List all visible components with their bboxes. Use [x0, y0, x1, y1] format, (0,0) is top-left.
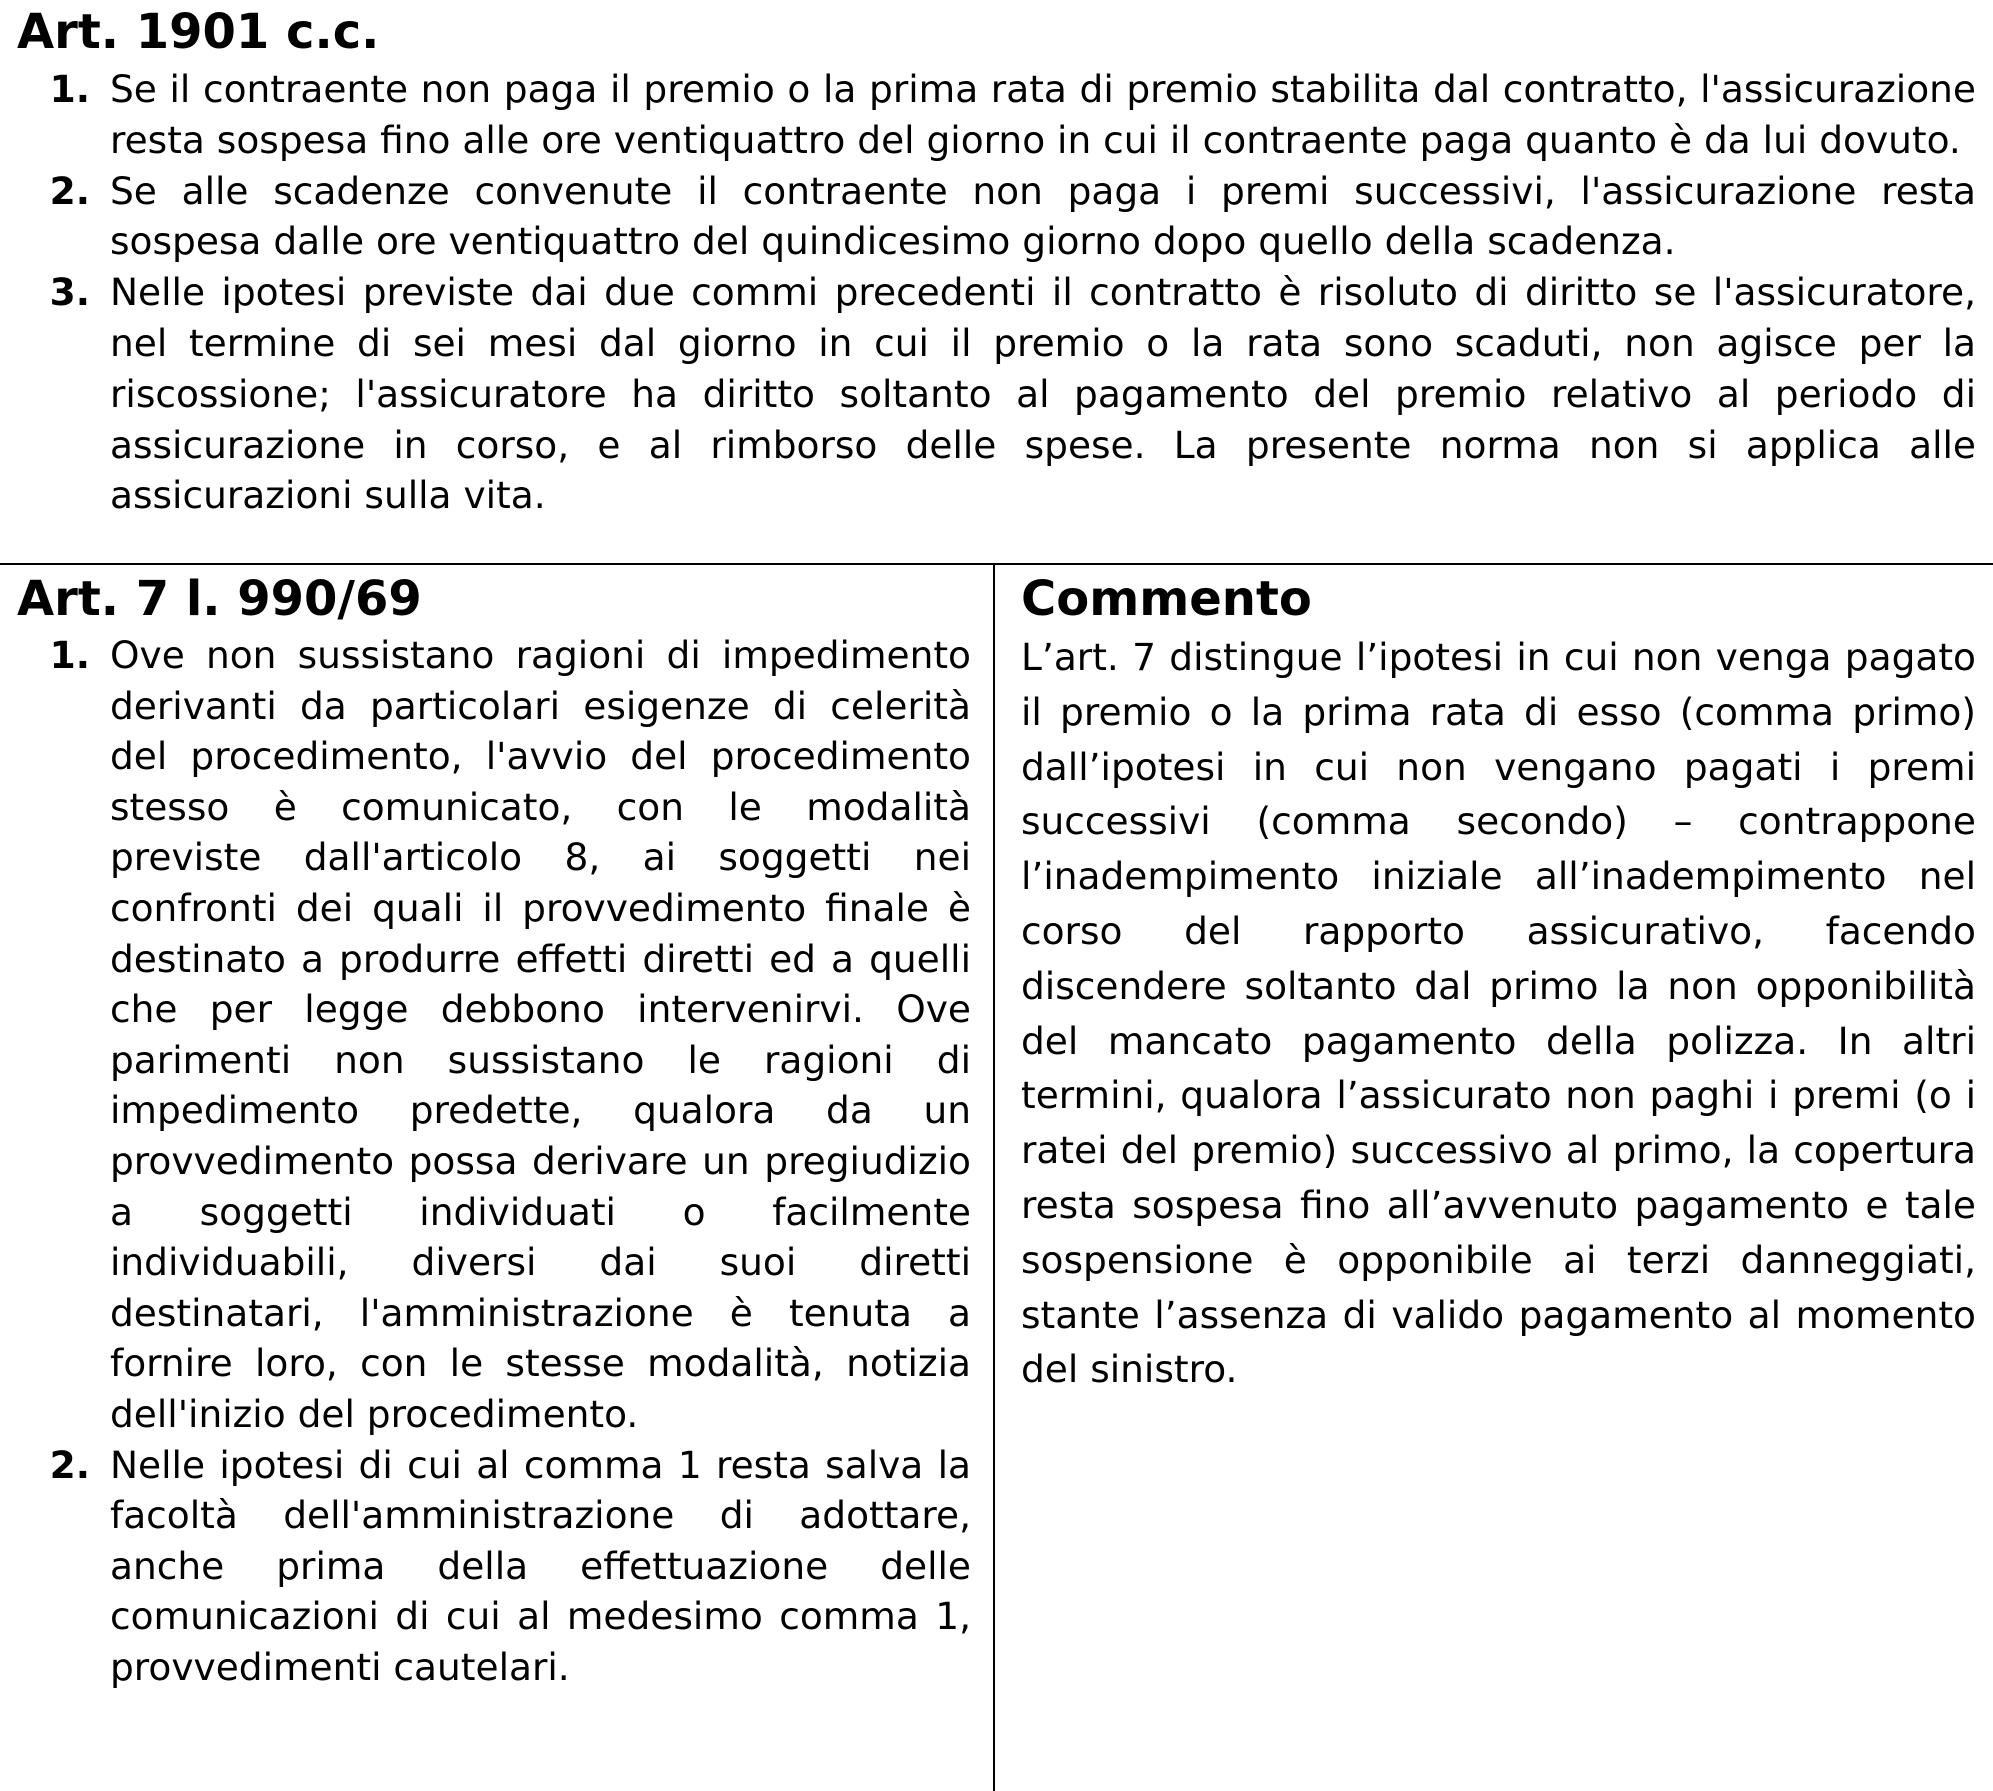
article-7-paragraph-2	[17, 1440, 971, 1693]
paragraph-text: Se alle scadenze convenute il contraente non paga i premi successivi, l'assicurazione resta sospesa dalle ore ventiquattro del quindicesimo giorno dopo quello della scadenza.	[110, 168, 1976, 264]
article-1901-paragraph-2	[17, 166, 1976, 268]
article-7-column	[0, 565, 995, 1791]
paragraph-number: 3.	[49, 270, 90, 315]
article-7-paragraph-1	[17, 630, 971, 1440]
comment-column	[997, 565, 1993, 1791]
paragraph-text: Nelle ipotesi di cui al comma 1 resta salva la facoltà dell'amministrazione di adottare, anche prima della effettuazione delle comunicazioni di cui al medesimo comma 1, provvedimenti cautelari.	[110, 1442, 971, 1689]
paragraph-text: Nelle ipotesi previste dai due commi precedenti il contratto è risoluto di diritto se l'assicuratore, nel termine di sei mesi dal giorno in cui il premio o la rata sono scaduti, non agisce per la riscossione; l'assicuratore ha diritto soltanto al pagamento del premio relativo al periodo di assicurazione in corso, e al rimborso delle spese. La presente norma non si applica alle assicurazioni sulla vita.	[110, 270, 1976, 518]
article-7-title: Art. 7 l. 990/69	[17, 571, 422, 627]
paragraph-number: 1.	[49, 633, 90, 677]
article-7-paragraphs	[17, 630, 971, 1692]
comment-title: Commento	[1021, 571, 1312, 627]
paragraph-number: 2.	[49, 1442, 90, 1487]
comparison-section	[0, 565, 1993, 1791]
paragraph-number: 1.	[49, 67, 90, 111]
article-1901-title: Art. 1901 c.c.	[17, 4, 380, 60]
article-1901-paragraph-3	[17, 267, 1976, 521]
article-1901-paragraph-1	[17, 64, 1976, 166]
comment-text: L’art. 7 distingue l’ipotesi in cui non venga pagato il premio o la prima rata di esso (comma primo) dall’ipotesi in cui non vengano pagati i premi successivi (comma secondo) – contrappone l’inadempimento iniziale all’inadempimento nel corso del rapporto assicurativo, facendo discendere soltanto dal primo la non opponibilità del mancato pagamento della polizza. In altri termini, qualora l’assicurato non paghi i premi (o i ratei del premio) successivo al primo, la copertura resta sospesa fino all’avvenuto pagamento e tale sospensione è opponibile ai terzi danneggiati, stante l’assenza di valido pagamento al momento del sinistro.	[1021, 635, 1976, 1392]
paragraph-number: 2.	[49, 168, 90, 213]
paragraph-text: Ove non sussistano ragioni di impedimento derivanti da particolari esigenze di celerità del procedimento, l'avvio del procedimento stesso è comunicato, con le modalità previste dall'articolo 8, ai soggetti nei confronti dei quali il provvedimento finale è destinato a produrre effetti diretti ed a quelli che per legge debbono intervenirvi. Ove parimenti non sussistano le ragioni di impedimento predette, qualora da un provvedimento possa derivare un pregiudizio a soggetti individuati o facilmente individuabili, diversi dai suoi diretti destinatari, l'amministrazione è tenuta a fornire loro, con le stesse modalità, notizia dell'inizio del procedimento.	[110, 633, 971, 1436]
article-1901-paragraphs	[17, 64, 1976, 521]
paragraph-text: Se il contraente non paga il premio o la prima rata di premio stabilita dal contratto, l'assicurazione resta sospesa fino alle ore ventiquattro del giorno in cui il contraente paga quanto è da lui dovuto.	[110, 67, 1976, 162]
article-1901-section	[0, 0, 1993, 565]
